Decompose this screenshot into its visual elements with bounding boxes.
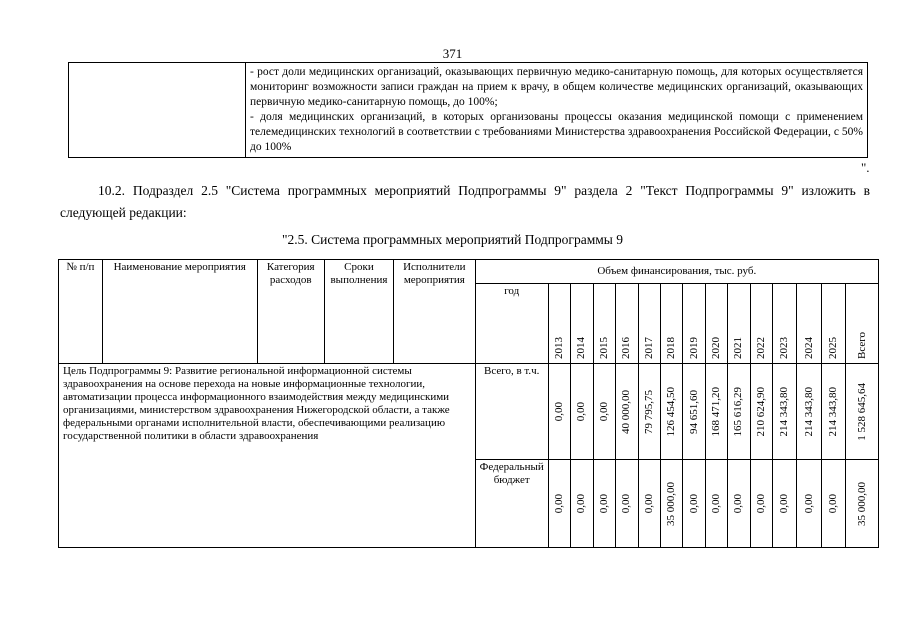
value-cell: 0,00 [593,364,615,460]
amendment-paragraph: 10.2. Подраздел 2.5 "Система программных мероприятий Подпрограммы 9" раздела 2 "Текст Подпрограммы 9" изложить в следующей редакции: [60,183,870,220]
header-executors: Исполнители мероприятия [394,260,475,364]
page-number: 371 [442,46,463,61]
indicators-cell [246,63,868,158]
value-cell: 0,00 [772,460,796,548]
value-cell: 0,00 [683,460,705,548]
value-cell: 0,00 [728,460,750,548]
value-cell: 0,00 [593,460,615,548]
value-cell-total: 35 000,00 [846,460,879,548]
value-cell: 168 471,20 [705,364,727,460]
continuation-table [68,62,868,158]
year-2020: 2020 [705,284,727,364]
year-2025: 2025 [821,284,845,364]
header-name: Наименование мероприятия [102,260,257,364]
value-cell: 0,00 [821,460,845,548]
value-cell: 214 343,80 [821,364,845,460]
year-2024: 2024 [797,284,821,364]
value-cell: 0,00 [548,364,570,460]
year-total: Всего [846,284,879,364]
value-cell: 0,00 [638,460,660,548]
closing-quote: ". [861,160,870,175]
year-2018: 2018 [660,284,682,364]
year-2013: 2013 [548,284,570,364]
header-funding: Объем финансирования, тыс. руб. [475,260,878,284]
value-cell: 165 616,29 [728,364,750,460]
header-category: Категория расходов [257,260,324,364]
value-cell: 0,00 [571,460,593,548]
indicator-line-2: - доля медицинских организаций, в которых организованы процессы оказания медицинской помощи с применением телемедицинских технологий в соответствии с требованиями Министерства здравоохранения Российской Федерации, с 50% до 100% [250,111,863,153]
year-2022: 2022 [750,284,772,364]
value-cell: 126 454,50 [660,364,682,460]
value-cell: 0,00 [571,364,593,460]
value-cell: 0,00 [705,460,727,548]
year-2023: 2023 [772,284,796,364]
value-cell-total: 1 528 645,64 [846,364,879,460]
year-2016: 2016 [616,284,638,364]
value-cell: 214 343,80 [772,364,796,460]
header-year-label: год [475,284,548,364]
row-label-federal: Федеральный бюджет [475,460,548,548]
year-2015: 2015 [593,284,615,364]
program-activities-table [58,259,879,548]
header-terms: Сроки выполнения [324,260,393,364]
year-2019: 2019 [683,284,705,364]
value-cell: 0,00 [548,460,570,548]
year-2021: 2021 [728,284,750,364]
section-subtitle: "2.5. Система программных мероприятий Подпрограммы 9 [281,232,623,247]
value-cell: 214 343,80 [797,364,821,460]
goal-text: Цель Подпрограммы 9: Развитие региональной информационной системы здравоохранения на основе перехода на новые информационные технологии, автоматизации процесса информационного взаимодействия между медицинскими организациями, министерством здравоохранения Нижегородской области, а также федеральными органами исполнительной власти, обеспечивающими реализацию государственной политики в области здравоохранения [59,364,476,548]
empty-cell [69,63,246,158]
year-2017: 2017 [638,284,660,364]
value-cell: 79 795,75 [638,364,660,460]
value-cell: 0,00 [616,460,638,548]
value-cell: 0,00 [750,460,772,548]
row-label-total: Всего, в т.ч. [475,364,548,460]
value-cell: 35 000,00 [660,460,682,548]
indicator-line-1: - рост доли медицинских организаций, оказывающих первичную медико-санитарную помощь, для которых осуществляется мониторинг возможности записи граждан на прием к врачу, в общем количестве медицинских организаций, оказывающих первичную медико-санитарную помощь, до 100%; [250,66,863,108]
value-cell: 94 651,60 [683,364,705,460]
value-cell: 40 000,00 [616,364,638,460]
header-num: № п/п [59,260,103,364]
value-cell: 210 624,90 [750,364,772,460]
value-cell: 0,00 [797,460,821,548]
year-2014: 2014 [571,284,593,364]
